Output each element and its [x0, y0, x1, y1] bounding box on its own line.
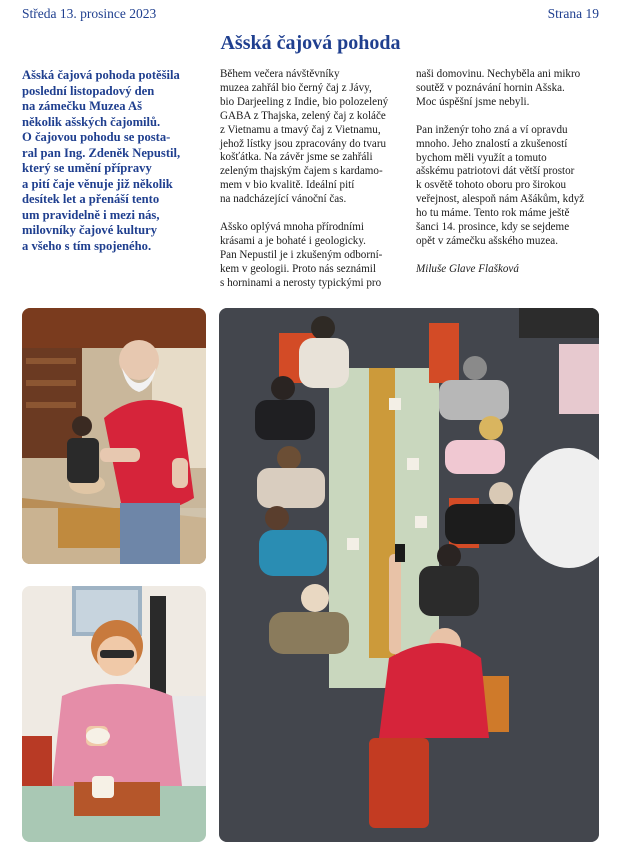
text-line: naši domovinu. Nechyběla ani mikro: [416, 68, 581, 80]
author-signature: Miluše Glave Flašková: [416, 262, 519, 275]
text-line: soutěž v poznávání hornin Ašska.: [416, 81, 565, 94]
article-title: Ašská čajová pohoda: [220, 32, 401, 54]
text-line: bio Darjeeling z Indie, bio polozelený: [220, 95, 389, 108]
text-line: košťátka. Na závěr jsme se zahřáli: [220, 151, 373, 164]
text-line: ašskému patriotovi dát větší prostor: [416, 165, 575, 178]
photo-presenter-image: [22, 308, 206, 564]
text-line: Pan inženýr toho zná a ví opravdu: [416, 123, 568, 136]
paragraph: [220, 68, 402, 207]
photo-presenter: [22, 308, 206, 564]
text-line: Pan Nepustil je i zkušeným odborní-: [220, 248, 383, 261]
lead-line: ral pan Ing. Zdeněk Nepustil,: [22, 145, 181, 160]
photo-woman-image: [22, 586, 206, 842]
lead-line: a všeho s tím spojeného.: [22, 238, 152, 253]
lead-line: na zámečku Muzea Aš: [22, 99, 142, 113]
page-number: Strana 19: [547, 6, 599, 21]
article-column-3: [416, 68, 600, 291]
text-line: k osvětě tohoto oboru pro širokou: [416, 179, 567, 192]
article-column-2: [220, 68, 402, 305]
text-line: Během večera návštěvníky: [220, 68, 340, 80]
photo-woman-pouring-tea: [22, 586, 206, 842]
text-line: muzea zahřál bio černý čaj z Jávy,: [220, 81, 372, 94]
lead-line: desítek let a přenáší tento: [22, 192, 160, 206]
text-line: GABA z Thajska, zelený čaj z koláče: [220, 109, 386, 122]
lead-line: um pravidelně i mezi nás,: [22, 207, 160, 222]
text-line: zeleným thajským čajem s kardamo-: [220, 165, 383, 178]
photo-group-overhead: [219, 308, 599, 842]
paragraph: [416, 124, 600, 249]
text-line: kem v geologii. Proto nás seznámil: [220, 262, 376, 275]
lead-line: několik ašských čajomilů.: [22, 114, 161, 129]
text-line: krásami a je bohaté i geologicky.: [220, 234, 366, 247]
lead-line: který se umění přípravy: [22, 161, 152, 175]
text-line: veřejnost, alespoň nám Ašákům, když: [416, 193, 585, 206]
text-line: jehož lístky jsou zpracovány do tvaru: [220, 137, 387, 150]
text-line: Moc úspěšní jsme nebyli.: [416, 95, 530, 108]
text-line: bychom měli využít a tomuto: [416, 151, 547, 164]
text-line: opět v zámečku ašského muzea.: [416, 234, 559, 247]
photo-group-image: [219, 308, 599, 842]
paragraph: [220, 221, 402, 291]
lead-line: milovníky čajové kultury: [22, 223, 158, 237]
text-line: s horninami a nerosty typickými pro: [220, 276, 382, 289]
text-line: na nadcházející vánoční čas.: [220, 193, 347, 206]
text-line: ho tu máme. Tento rok máme ještě: [416, 207, 570, 220]
text-line: Ašsko oplývá mnoha přírodními: [220, 221, 364, 234]
text-line: mem v bio kvalitě. Ideální pití: [220, 179, 355, 192]
lead-line: O čajovou pohodu se posta-: [22, 130, 171, 144]
text-line: mnoho. Jeho znalostí a zkušeností: [416, 137, 568, 150]
text-line: z Vietnamu a tmavý čaj z Vietnamu,: [220, 123, 381, 136]
issue-date: Středa 13. prosince 2023: [22, 6, 157, 21]
lead-line: a pití čaje věnuje již několik: [22, 176, 173, 191]
lead-line: Ašská čajová pohoda potěšila: [22, 68, 180, 82]
article-lead: [22, 68, 208, 254]
text-line: šanci 14. prosince, kdy se sejdeme: [416, 221, 570, 234]
paragraph: [416, 68, 600, 110]
lead-line: poslední listopadový den: [22, 83, 155, 98]
